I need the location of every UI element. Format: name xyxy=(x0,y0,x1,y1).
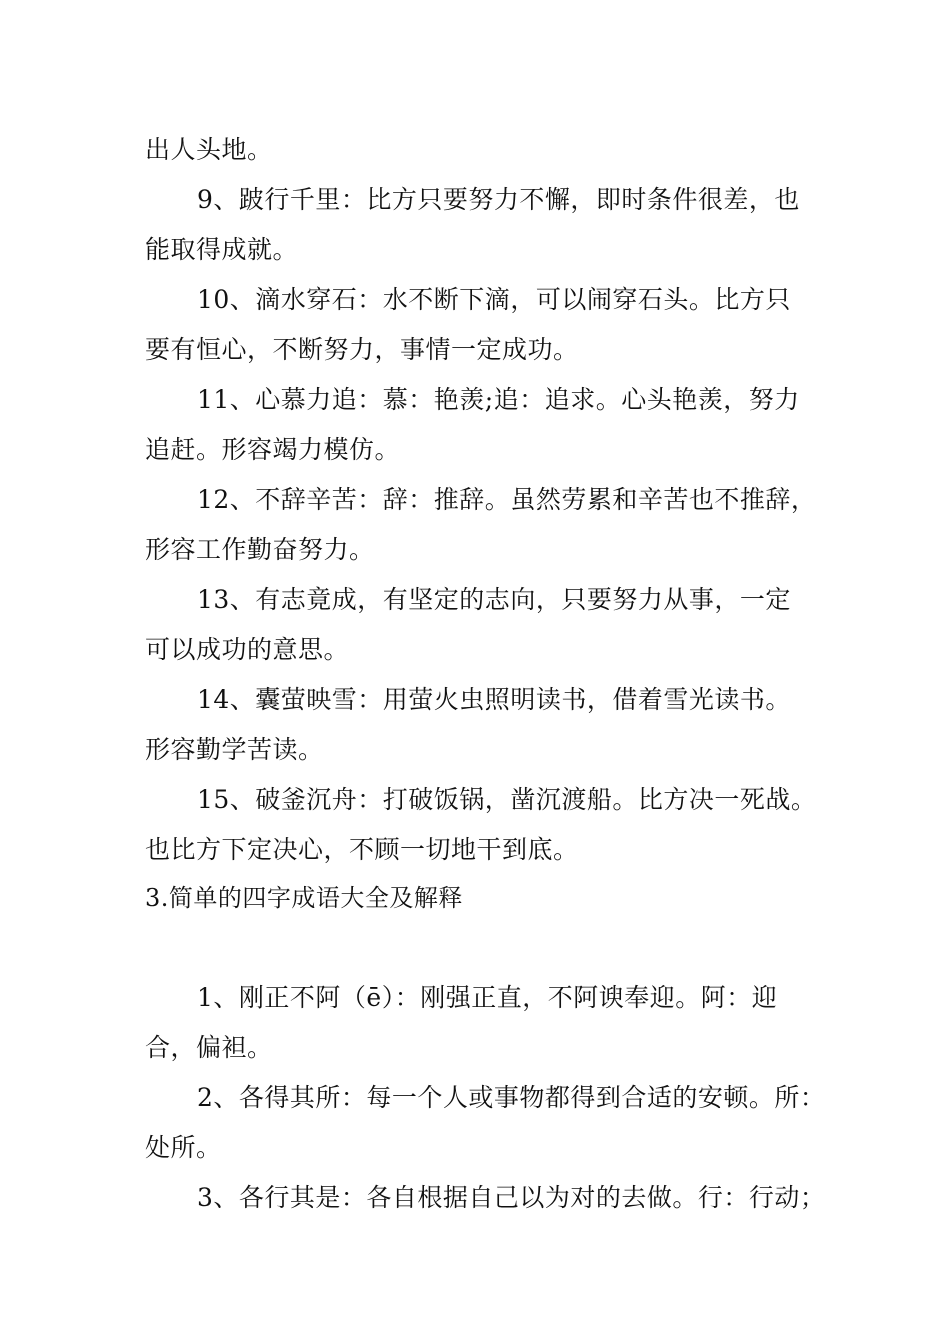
text-line: 能取得成就。 xyxy=(145,235,299,264)
text-line: 12、不辞辛苦：辞：推辞。虽然劳累和辛苦也不推辞， xyxy=(197,485,817,514)
text-line: 9、跛行千里：比方只要努力不懈，即时条件很差，也 xyxy=(197,185,800,214)
text-line: 形容勤学苦读。 xyxy=(145,735,324,764)
text-line: 2、各得其所：每一个人或事物都得到合适的安顿。所： xyxy=(197,1083,826,1112)
text-line: 也比方下定决心，不顾一切地干到底。 xyxy=(145,835,579,864)
text-line: 要有恒心，不断努力，事情一定成功。 xyxy=(145,335,579,364)
text-line: 1、刚正不阿（ē）：刚强正直，不阿谀奉迎。阿：迎 xyxy=(197,983,778,1012)
text-line: 3、各行其是：各自根据自己以为对的去做。行：行动； xyxy=(197,1183,826,1212)
text-line: 10、滴水穿石：水不断下滴，可以闹穿石头。比方只 xyxy=(197,285,791,314)
text-line: 13、有志竟成，有坚定的志向，只要努力从事，一定 xyxy=(197,585,791,614)
text-line: 追赶。形容竭力模仿。 xyxy=(145,435,401,464)
text-line: 出人头地。 xyxy=(145,135,273,164)
text-line: 可以成功的意思。 xyxy=(145,635,350,664)
text-line: 处所。 xyxy=(145,1133,222,1162)
text-line: 14、囊萤映雪：用萤火虫照明读书，借着雪光读书。 xyxy=(197,685,791,714)
section-heading: 3.简单的四字成语大全及解释 xyxy=(145,884,463,912)
text-line: 15、破釜沉舟：打破饭锅，凿沉渡船。比方决一死战。 xyxy=(197,785,817,814)
text-line: 11、心慕力追：慕：艳羡;追：追求。心头艳羡，努力 xyxy=(197,385,800,414)
text-line: 合，偏袒。 xyxy=(145,1033,273,1062)
text-line: 形容工作勤奋努力。 xyxy=(145,535,375,564)
